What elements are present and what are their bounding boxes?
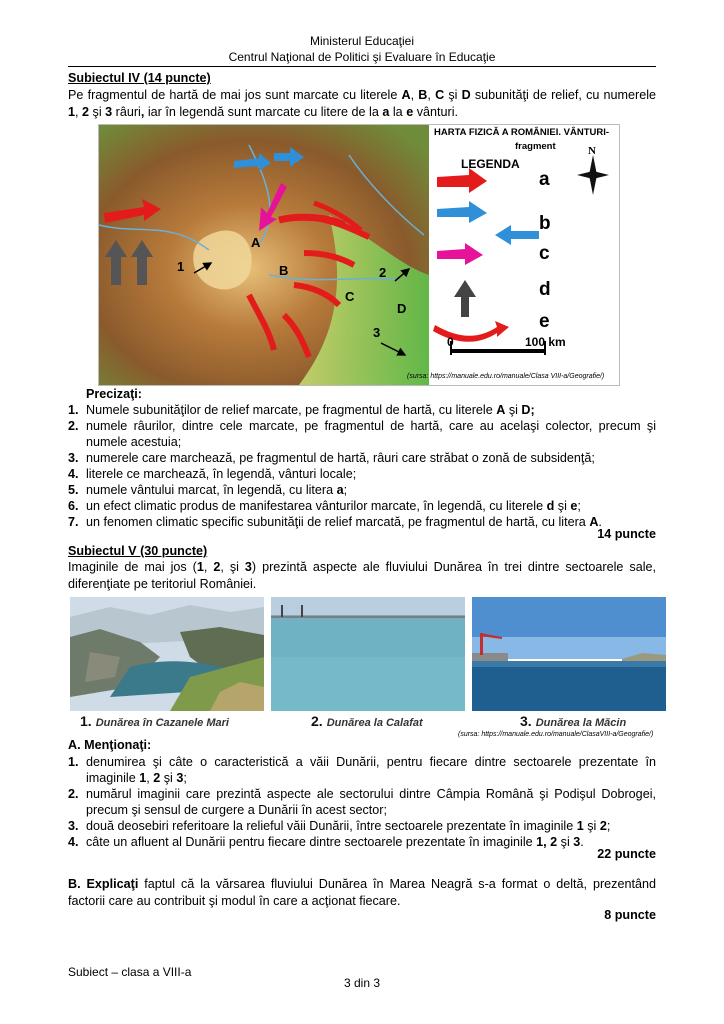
map-title: HARTA FIZICĂ A ROMÂNIEI. VÂNTURI- bbox=[434, 127, 610, 138]
scale-start: 0 bbox=[447, 335, 454, 349]
subject5-intro: Imaginile de mai jos (1, 2, şi 3) prezintă aspecte ale fluviului Dunărea în trei dintre sectoarele sale, diferenţiate pe teritoriul României. bbox=[68, 560, 656, 591]
legend-letter-a: a bbox=[539, 169, 550, 190]
relief-map-figure bbox=[98, 124, 620, 386]
partB-text: B. Explicaţi faptul că la vărsarea fluviului Dunărea în Marea Neagră s-a format o deltă, prezentând factorii care au contribuit şi modul în care a acţionat fiecare. bbox=[68, 877, 656, 908]
subject4-title: Subiectul IV (14 puncte) bbox=[68, 71, 211, 85]
photo-macin bbox=[472, 597, 666, 711]
question-item: 1. Numele subunităţilor de relief marcate, pe fragmentul de hartă, cu literele A şi D; bbox=[68, 403, 535, 417]
question-item: 2. numărul imaginii care prezintă aspecte ale sectorului dintre Câmpia Română şi Podişul Dobrogei, precum şi sensul de curgere a Dunării în acest sector; bbox=[68, 787, 656, 817]
map-source: (sursa: https://manuale.edu.ro/manuale/Clasa VIII-a/Geografie/) bbox=[407, 373, 605, 380]
photo-bridge-graphic bbox=[271, 597, 465, 711]
partB-points: 8 puncte bbox=[604, 908, 656, 922]
header-rule bbox=[68, 66, 656, 67]
river-label-2: 2 bbox=[379, 265, 387, 280]
photo-caption-3: 3. Dunărea la Măcin bbox=[520, 713, 627, 729]
photo-cazanele-mari bbox=[70, 597, 264, 711]
region-label-b: B bbox=[279, 263, 289, 278]
photos-source: (sursa: https://manuale.edu.ro/manuale/ClasaVIII-a/Geografie/) bbox=[458, 731, 654, 738]
photo-port-graphic bbox=[472, 597, 666, 711]
question-item: 5. numele vântului marcat, în legendă, cu litera a; bbox=[68, 483, 348, 497]
subject4-questions bbox=[68, 402, 656, 530]
subject5-title: Subiectul V (30 puncte) bbox=[68, 544, 208, 558]
header-ministry: Ministerul Educaţiei bbox=[309, 34, 415, 48]
map-subtitle: fragment bbox=[515, 141, 556, 152]
photo-gorge-graphic bbox=[70, 597, 264, 711]
question-item: 7. un fenomen climatic specific subunităţii de relief marcată, pe fragmentul de hartă, cu litera A. bbox=[68, 515, 602, 529]
question-item: 1. denumirea şi câte o caracteristică a văii Dunării, pentru fiecare dintre sectoarele prezentate în imaginile 1, 2 şi 3; bbox=[68, 755, 656, 785]
subject4-instruction: Precizaţi: bbox=[86, 387, 142, 401]
river-label-1: 1 bbox=[177, 259, 185, 274]
photo-caption-2: 2. Dunărea la Calafat bbox=[311, 713, 423, 729]
footer-page-number: 3 din 3 bbox=[343, 976, 381, 990]
region-label-a: A bbox=[251, 235, 261, 250]
question-item: 3. două deosebiri referitoare la relieful văii Dunării, între sectoarele prezentate în imaginile 1 şi 2; bbox=[68, 819, 611, 833]
question-item: 4. literele ce marchează, în legendă, vânturi locale; bbox=[68, 467, 357, 481]
subject4-points: 14 puncte bbox=[597, 527, 656, 541]
question-item: 4. câte un afluent al Dunării pentru fiecare dintre sectoarele prezentate în imaginile 1, 2 şi 3. bbox=[68, 835, 584, 849]
question-item: 2. numele râurilor, dintre cele marcate, pe fragmentul de hartă, care au acelaşi colector, precum şi numele acestuia; bbox=[68, 419, 656, 449]
footer-subject: Subiect – clasa a VIII-a bbox=[68, 965, 192, 979]
legend-letter-c: c bbox=[539, 243, 550, 264]
river-label-3: 3 bbox=[373, 325, 381, 340]
legend-letter-d: d bbox=[539, 279, 551, 300]
subject4-intro: Pe fragmentul de hartă de mai jos sunt marcate cu literele A, B, C şi D subunităţi de relief, cu numerele 1, 2 şi 3 râuri, iar în legendă sunt marcate cu litere de la a la e vânturi. bbox=[68, 88, 657, 119]
question-item: 3. numerele care marchează, pe fragmentul de hartă, râuri care străbat o zonă de subsidenţă; bbox=[68, 451, 595, 465]
legend-letter-e: e bbox=[539, 311, 550, 332]
header-center: Centrul Naţional de Politici şi Evaluare în Educaţie bbox=[228, 50, 496, 64]
question-item: 6. un efect climatic produs de manifestarea vânturilor marcate, în legendă, cu literele d şi e; bbox=[68, 499, 581, 513]
north-label: N bbox=[588, 145, 596, 157]
region-label-c: C bbox=[345, 289, 355, 304]
partA-points: 22 puncte bbox=[597, 847, 656, 861]
scale-end: 100 km bbox=[525, 335, 566, 349]
legend-letter-b: b bbox=[539, 213, 551, 234]
photo-caption-1: 1. Dunărea în Cazanele Mari bbox=[80, 713, 229, 729]
photo-calafat bbox=[271, 597, 465, 711]
partA-questions bbox=[68, 754, 656, 850]
partA-heading: A. Menţionaţi: bbox=[68, 738, 152, 752]
region-label-d: D bbox=[397, 301, 407, 316]
legend-title: LEGENDA bbox=[461, 157, 520, 171]
